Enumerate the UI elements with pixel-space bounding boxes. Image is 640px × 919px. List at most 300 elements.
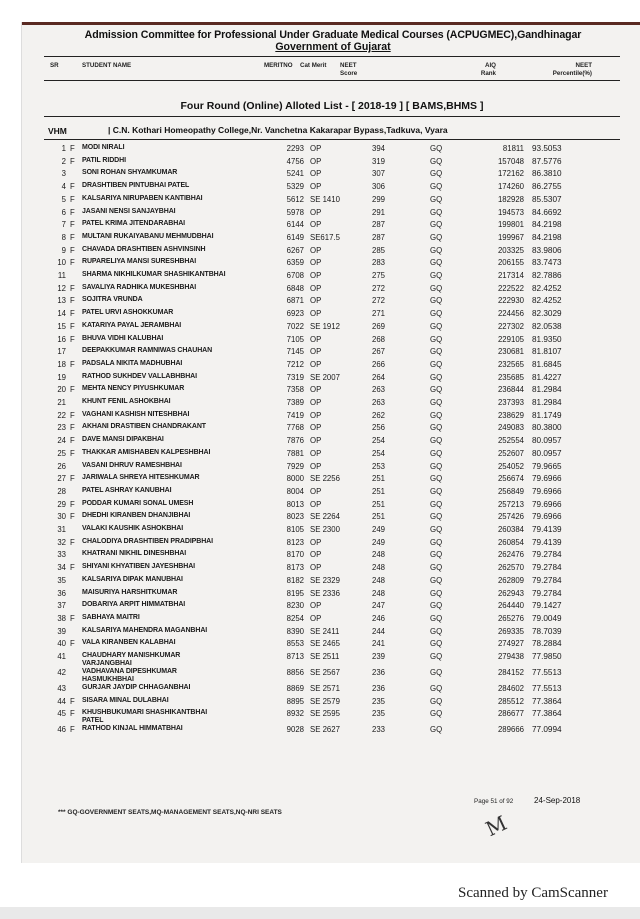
row-neet-percentile: 87.5776 xyxy=(532,156,562,166)
table-row xyxy=(0,182,640,194)
row-sr: 21 xyxy=(57,398,66,407)
row-merit-no: 8004 xyxy=(286,486,304,496)
institute-rule xyxy=(44,139,620,140)
row-neet-score: 267 xyxy=(372,347,386,357)
table-row xyxy=(0,423,640,435)
row-aiq-rank: 203325 xyxy=(497,245,524,255)
row-neet-score: 253 xyxy=(372,461,386,471)
row-quota: GQ xyxy=(430,668,443,677)
row-aiq-rank: 194573 xyxy=(497,207,524,217)
row-aiq-rank: 252554 xyxy=(497,436,524,446)
column-header-rule xyxy=(44,80,620,81)
col-cat-merit: Cat Merit xyxy=(300,62,327,69)
row-aiq-rank: 172162 xyxy=(497,169,524,179)
row-sr: 9 xyxy=(61,245,66,255)
row-sr: 30 xyxy=(57,512,66,522)
row-student-name-line2: VARJANGBHAI xyxy=(82,660,132,667)
row-neet-percentile: 85.5307 xyxy=(532,194,562,204)
row-neet-score: 248 xyxy=(372,550,386,560)
row-neet-score: 269 xyxy=(372,321,386,331)
row-neet-score: 236 xyxy=(372,684,386,693)
row-gender: F xyxy=(70,156,75,166)
row-merit-no: 5612 xyxy=(286,194,304,204)
row-merit-no: 8023 xyxy=(286,512,304,522)
row-neet-score: 272 xyxy=(372,283,386,293)
row-gender: F xyxy=(70,309,75,319)
row-neet-score: 248 xyxy=(372,563,386,573)
row-student-name: PADSALA NIKITA MADHUBHAI xyxy=(82,359,183,367)
row-neet-score: 256 xyxy=(372,423,386,433)
row-sr: 2 xyxy=(61,156,66,166)
row-merit-no: 8856 xyxy=(286,668,304,677)
row-neet-score: 244 xyxy=(372,626,386,636)
row-aiq-rank: 254052 xyxy=(497,461,524,471)
row-quota: GQ xyxy=(430,448,443,458)
row-aiq-rank: 232565 xyxy=(497,359,524,369)
row-neet-score: 287 xyxy=(372,232,386,242)
row-merit-no: 8000 xyxy=(286,474,304,484)
row-merit-no: 6848 xyxy=(286,283,304,293)
row-cat-merit: SE 2411 xyxy=(310,626,340,636)
row-student-name: MAISURIYA HARSHITKUMAR xyxy=(82,588,178,596)
row-aiq-rank: 285512 xyxy=(497,696,524,706)
row-neet-score: 262 xyxy=(372,410,386,420)
row-cat-merit: OP xyxy=(310,398,322,407)
row-merit-no: 8869 xyxy=(286,684,304,693)
row-gender: F xyxy=(70,359,75,369)
row-cat-merit: SE 2567 xyxy=(310,668,340,677)
row-quota: GQ xyxy=(430,194,443,204)
row-student-name: DRASHTIBEN PINTUBHAI PATEL xyxy=(82,182,190,190)
row-gender: F xyxy=(70,283,75,293)
row-quota: GQ xyxy=(430,613,443,623)
row-cat-merit: OP xyxy=(310,271,322,280)
row-student-name-line1: KHUSHBUKUMARI SHASHIKANTBHAI xyxy=(82,709,208,717)
bottom-bar xyxy=(0,907,640,919)
row-sr: 20 xyxy=(57,385,66,395)
row-sr: 26 xyxy=(57,461,66,471)
row-quota: GQ xyxy=(430,220,443,230)
row-student-name: MULTANI RUKAIYABANU MEHMUDBHAI xyxy=(82,232,214,240)
table-row xyxy=(0,627,640,639)
col-meritno: MERITNO xyxy=(264,62,293,69)
row-student-name: KALSARIYA MAHENDRA MAGANBHAI xyxy=(82,626,208,634)
row-aiq-rank: 227302 xyxy=(497,321,524,331)
row-sr: 14 xyxy=(57,309,66,319)
row-student-name-line1: CHAUDHARY MANISHKUMAR xyxy=(82,652,181,659)
row-student-name xyxy=(82,668,177,684)
row-merit-no: 8105 xyxy=(286,525,304,534)
row-quota: GQ xyxy=(430,512,443,522)
row-sr: 42 xyxy=(57,668,66,677)
table-row xyxy=(0,373,640,385)
row-neet-percentile: 79.4139 xyxy=(532,525,562,534)
table-row xyxy=(0,411,640,423)
row-neet-percentile: 86.3810 xyxy=(532,169,562,179)
row-quota: GQ xyxy=(430,283,443,293)
camscanner-watermark: Scanned by CamScanner xyxy=(458,885,608,901)
row-aiq-rank: 157048 xyxy=(497,156,524,166)
row-aiq-rank: 262809 xyxy=(497,575,524,585)
row-neet-percentile: 77.9850 xyxy=(532,652,562,661)
row-aiq-rank: 235685 xyxy=(497,372,524,382)
table-row xyxy=(0,398,640,410)
row-cat-merit: OP xyxy=(310,385,322,395)
row-merit-no: 8195 xyxy=(286,588,304,598)
row-sr: 35 xyxy=(57,575,66,585)
row-aiq-rank: 182928 xyxy=(497,194,524,204)
row-cat-merit: SE 2595 xyxy=(310,709,340,719)
row-quota: GQ xyxy=(430,321,443,331)
row-neet-score: 249 xyxy=(372,537,386,547)
row-neet-score: 271 xyxy=(372,309,386,319)
row-neet-score: 394 xyxy=(372,144,386,153)
row-neet-percentile: 93.5053 xyxy=(532,144,562,153)
handwritten-signature: M xyxy=(481,810,511,842)
row-merit-no: 7022 xyxy=(286,321,304,331)
row-sr: 6 xyxy=(61,207,66,217)
row-gender: F xyxy=(70,245,75,255)
row-merit-no: 6359 xyxy=(286,258,304,268)
row-cat-merit: OP xyxy=(310,309,322,319)
row-gender: F xyxy=(70,563,75,573)
row-neet-percentile: 77.3864 xyxy=(532,709,562,719)
row-aiq-rank: 264440 xyxy=(497,601,524,611)
row-aiq-rank: 238629 xyxy=(497,410,524,420)
row-merit-no: 7145 xyxy=(286,347,304,357)
row-neet-score: 235 xyxy=(372,696,386,706)
col-neet-percentile xyxy=(540,62,592,78)
row-merit-no: 7319 xyxy=(286,372,304,382)
row-merit-no: 7105 xyxy=(286,334,304,344)
col-student-name: STUDENT NAME xyxy=(82,62,132,69)
row-neet-score: 239 xyxy=(372,652,386,661)
row-aiq-rank: 217314 xyxy=(497,271,524,280)
row-quota: GQ xyxy=(430,309,443,319)
table-row xyxy=(0,614,640,626)
row-sr: 36 xyxy=(57,588,66,598)
row-student-name: KALSARIYA DIPAK MANUBHAI xyxy=(82,575,183,583)
row-aiq-rank: 174260 xyxy=(497,182,524,192)
row-student-name: DEEPAKKUMAR RAMNIWAS CHAUHAN xyxy=(82,347,213,355)
row-neet-score: 254 xyxy=(372,448,386,458)
row-sr: 29 xyxy=(57,499,66,509)
row-neet-percentile: 84.2198 xyxy=(532,220,562,230)
table-row xyxy=(0,385,640,397)
col-neet-score-line2: Score xyxy=(340,70,358,77)
table-row xyxy=(0,563,640,575)
row-cat-merit: OP xyxy=(310,537,322,547)
row-neet-percentile: 81.8107 xyxy=(532,347,562,357)
row-neet-score: 246 xyxy=(372,613,386,623)
row-aiq-rank: 284152 xyxy=(497,668,524,677)
institute-name: | C.N. Kothari Homeopathy College,Nr. Vanchetna Kakarapar Bypass,Tadkuva, Vyara xyxy=(108,125,448,135)
table-row xyxy=(0,169,640,181)
row-merit-no: 8173 xyxy=(286,563,304,573)
row-merit-no: 5978 xyxy=(286,207,304,217)
row-neet-score: 272 xyxy=(372,296,386,306)
row-student-name: CHAVADA DRASHTIBEN ASHVINSINH xyxy=(82,245,206,253)
row-gender: F xyxy=(70,423,75,433)
row-merit-no: 5241 xyxy=(286,169,304,179)
row-aiq-rank: 237393 xyxy=(497,398,524,407)
row-neet-score: 283 xyxy=(372,258,386,268)
row-student-name: RATHOD SUKHDEV VALLABHBHAI xyxy=(82,372,197,380)
row-neet-score: 285 xyxy=(372,245,386,255)
table-row xyxy=(0,576,640,588)
row-quota: GQ xyxy=(430,639,443,649)
row-aiq-rank: 229105 xyxy=(497,334,524,344)
row-cat-merit: OP xyxy=(310,410,322,420)
row-quota: GQ xyxy=(430,474,443,484)
row-neet-percentile: 82.7886 xyxy=(532,271,562,280)
row-cat-merit: SE 2511 xyxy=(310,652,340,661)
row-merit-no: 8713 xyxy=(286,652,304,661)
row-merit-no: 8390 xyxy=(286,626,304,636)
row-student-name: SABHAYA MAITRI xyxy=(82,613,140,621)
table-row xyxy=(0,500,640,512)
row-student-name: KHUNT FENIL ASHOKBHAI xyxy=(82,398,171,405)
row-sr: 18 xyxy=(57,359,66,369)
row-sr: 13 xyxy=(57,296,66,306)
row-sr: 41 xyxy=(57,652,66,661)
row-student-name: PODDAR KUMARI SONAL UMESH xyxy=(82,499,194,507)
row-sr: 11 xyxy=(57,271,66,280)
table-row xyxy=(0,462,640,474)
row-quota: GQ xyxy=(430,359,443,369)
row-student-name: SHARMA NIKHILKUMAR SHASHIKANTBHAI xyxy=(82,271,226,278)
row-neet-score: 251 xyxy=(372,486,386,496)
row-sr: 45 xyxy=(57,709,66,719)
table-row xyxy=(0,347,640,359)
row-sr: 8 xyxy=(61,232,66,242)
row-merit-no: 6144 xyxy=(286,220,304,230)
row-sr: 46 xyxy=(57,725,66,735)
row-cat-merit: OP xyxy=(310,359,322,369)
row-sr: 39 xyxy=(57,626,66,636)
row-quota: GQ xyxy=(430,372,443,382)
row-gender: F xyxy=(70,613,75,623)
row-merit-no: 8013 xyxy=(286,499,304,509)
row-gender: F xyxy=(70,639,75,649)
row-quota: GQ xyxy=(430,563,443,573)
row-sr: 17 xyxy=(57,347,66,357)
row-cat-merit: OP xyxy=(310,156,322,166)
row-cat-merit: OP xyxy=(310,258,322,268)
row-cat-merit: OP xyxy=(310,245,322,255)
table-row xyxy=(0,639,640,651)
row-student-name: SHIYANI KHYATIBEN JAYESHBHAI xyxy=(82,563,195,571)
row-neet-percentile: 81.4227 xyxy=(532,372,562,382)
row-sr: 7 xyxy=(61,220,66,230)
row-student-name: MEHTA NENCY PIYUSHKUMAR xyxy=(82,385,185,393)
row-gender: F xyxy=(70,144,75,153)
row-neet-score: 291 xyxy=(372,207,386,217)
row-neet-score: 247 xyxy=(372,601,386,611)
row-merit-no: 7929 xyxy=(286,461,304,471)
row-quota: GQ xyxy=(430,499,443,509)
row-cat-merit: OP xyxy=(310,182,322,192)
row-gender: F xyxy=(70,436,75,446)
row-quota: GQ xyxy=(430,436,443,446)
row-neet-percentile: 79.2784 xyxy=(532,588,562,598)
row-merit-no: 8932 xyxy=(286,709,304,719)
row-sr: 4 xyxy=(61,182,66,192)
table-row xyxy=(0,309,640,321)
row-merit-no: 8230 xyxy=(286,601,304,611)
row-sr: 33 xyxy=(57,550,66,560)
row-student-name: DAVE MANSI DIPAKBHAI xyxy=(82,436,164,444)
row-sr: 25 xyxy=(57,448,66,458)
row-merit-no: 9028 xyxy=(286,725,304,735)
row-cat-merit: SE 1410 xyxy=(310,194,340,204)
row-sr: 24 xyxy=(57,436,66,446)
row-quota: GQ xyxy=(430,347,443,357)
row-student-name: KATARIYA PAYAL JERAMBHAI xyxy=(82,321,182,329)
row-quota: GQ xyxy=(430,296,443,306)
row-neet-score: 248 xyxy=(372,588,386,598)
row-neet-percentile: 78.2884 xyxy=(532,639,562,649)
row-gender: F xyxy=(70,321,75,331)
row-neet-score: 236 xyxy=(372,668,386,677)
row-aiq-rank: 257213 xyxy=(497,499,524,509)
table-row xyxy=(0,709,640,725)
table-row xyxy=(0,436,640,448)
row-merit-no: 6708 xyxy=(286,271,304,280)
row-quota: GQ xyxy=(430,156,443,166)
row-neet-percentile: 80.0957 xyxy=(532,448,562,458)
row-sr: 31 xyxy=(57,525,66,534)
row-aiq-rank: 269335 xyxy=(497,626,524,636)
row-neet-percentile: 82.3029 xyxy=(532,309,562,319)
row-neet-score: 254 xyxy=(372,436,386,446)
row-sr: 19 xyxy=(57,372,66,382)
row-aiq-rank: 230681 xyxy=(497,347,524,357)
row-cat-merit: OP xyxy=(310,334,322,344)
row-quota: GQ xyxy=(430,232,443,242)
row-student-name: PATEL KRIMA JITENDARABHAI xyxy=(82,220,186,228)
row-neet-score: 319 xyxy=(372,156,386,166)
row-cat-merit: OP xyxy=(310,207,322,217)
row-aiq-rank: 206155 xyxy=(497,258,524,268)
row-merit-no: 7358 xyxy=(286,385,304,395)
row-cat-merit: OP xyxy=(310,436,322,446)
row-sr: 15 xyxy=(57,321,66,331)
print-date: 24-Sep-2018 xyxy=(534,796,581,805)
row-quota: GQ xyxy=(430,398,443,407)
row-aiq-rank: 260854 xyxy=(497,537,524,547)
row-student-name-line2: HASMUKHBHAI xyxy=(82,676,134,683)
row-quota: GQ xyxy=(430,182,443,192)
row-quota: GQ xyxy=(430,537,443,547)
row-merit-no: 7876 xyxy=(286,436,304,446)
row-aiq-rank: 199801 xyxy=(497,220,524,230)
row-quota: GQ xyxy=(430,652,443,661)
row-student-name: AKHANI DRASTIBEN CHANDRAKANT xyxy=(82,423,206,431)
table-row xyxy=(0,258,640,270)
row-quota: GQ xyxy=(430,486,443,496)
table-row xyxy=(0,284,640,296)
row-student-name: SISARA MINAL DULABHAI xyxy=(82,696,169,704)
row-neet-percentile: 81.1749 xyxy=(532,410,562,420)
footer-note: *** GQ-GOVERNMENT SEATS,MQ-MANAGEMENT SEATS,NQ-NRI SEATS xyxy=(58,809,282,816)
row-merit-no: 6871 xyxy=(286,296,304,306)
row-cat-merit: OP xyxy=(310,283,322,293)
table-row xyxy=(0,487,640,499)
row-neet-percentile: 83.9806 xyxy=(532,245,562,255)
row-aiq-rank: 222930 xyxy=(497,296,524,306)
row-neet-score: 266 xyxy=(372,359,386,369)
row-aiq-rank: 256674 xyxy=(497,474,524,484)
row-gender: F xyxy=(70,296,75,306)
row-neet-percentile: 84.2198 xyxy=(532,232,562,242)
row-merit-no: 8170 xyxy=(286,550,304,560)
col-aiq-rank xyxy=(476,62,496,78)
row-merit-no: 8895 xyxy=(286,696,304,706)
row-gender: F xyxy=(70,696,75,706)
row-sr: 27 xyxy=(57,474,66,484)
row-neet-score: 307 xyxy=(372,169,386,179)
row-merit-no: 8254 xyxy=(286,613,304,623)
row-sr: 12 xyxy=(57,283,66,293)
row-merit-no: 8123 xyxy=(286,537,304,547)
row-aiq-rank: 260384 xyxy=(497,525,524,534)
row-neet-score: 251 xyxy=(372,499,386,509)
row-neet-score: 264 xyxy=(372,372,386,382)
row-student-name: RATHOD KINJAL HIMMATBHAI xyxy=(82,725,183,733)
row-neet-percentile: 79.1427 xyxy=(532,601,562,611)
row-neet-score: 299 xyxy=(372,194,386,204)
row-aiq-rank: 289666 xyxy=(497,725,524,735)
row-cat-merit: SE 2627 xyxy=(310,725,340,735)
row-neet-score: 241 xyxy=(372,639,386,649)
row-quota: GQ xyxy=(430,525,443,534)
row-student-name: SAVALIYA RADHIKA MUKESHBHAI xyxy=(82,283,197,291)
row-sr: 37 xyxy=(57,601,66,611)
row-merit-no: 8182 xyxy=(286,575,304,585)
row-student-name-line1: VADHAVANA DIPESHKUMAR xyxy=(82,668,177,675)
institute-code: VHM xyxy=(48,126,67,136)
row-student-name: VAGHANI KASHISH NITESHBHAI xyxy=(82,410,190,418)
row-gender: F xyxy=(70,499,75,509)
row-neet-score: 233 xyxy=(372,725,386,735)
header-rule xyxy=(44,56,620,57)
row-cat-merit: OP xyxy=(310,423,322,433)
table-row xyxy=(0,550,640,562)
table-row xyxy=(0,233,640,245)
row-aiq-rank: 199967 xyxy=(497,232,524,242)
col-neet-score xyxy=(340,62,357,78)
row-student-name: KALSARIYA NIRUPABEN KANTIBHAI xyxy=(82,194,203,202)
row-neet-score: 306 xyxy=(372,182,386,192)
row-cat-merit: SE 2300 xyxy=(310,525,340,534)
table-row xyxy=(0,725,640,737)
row-student-name: KHATRANI NIKHIL DINESHBHAI xyxy=(82,550,187,558)
row-student-name: RUPARELIYA MANSI SURESHBHAI xyxy=(82,258,197,266)
row-sr: 10 xyxy=(57,258,66,268)
table-row xyxy=(0,271,640,283)
row-merit-no: 6267 xyxy=(286,245,304,255)
col-neet-score-line1: NEET xyxy=(340,62,357,69)
row-neet-percentile: 79.6966 xyxy=(532,474,562,484)
row-gender: F xyxy=(70,410,75,420)
row-sr: 3 xyxy=(61,169,66,179)
col-aiq-rank-line2: Rank xyxy=(480,70,496,77)
row-cat-merit: OP xyxy=(310,448,322,458)
row-cat-merit: OP xyxy=(310,550,322,560)
row-gender: F xyxy=(70,725,75,735)
table-row xyxy=(0,144,640,156)
